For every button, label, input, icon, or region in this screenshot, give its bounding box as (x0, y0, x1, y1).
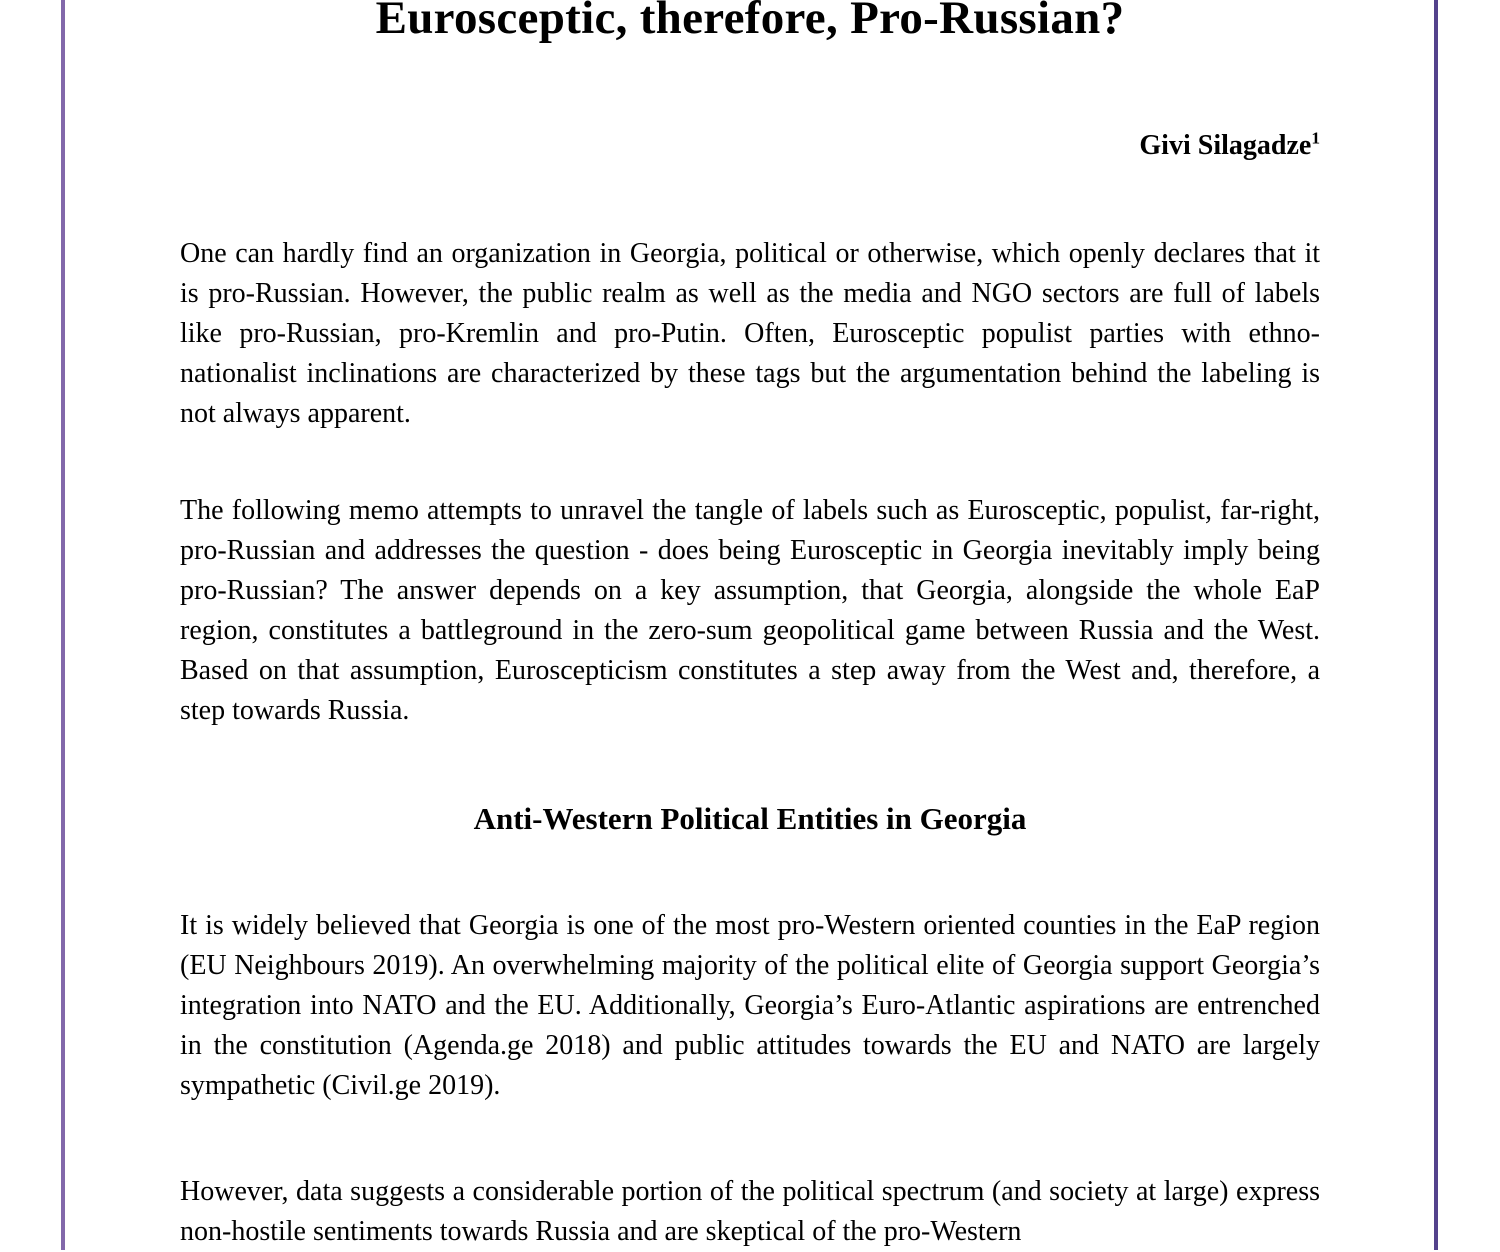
author-footnote-marker: 1 (1311, 128, 1320, 148)
page-border-right (1434, 0, 1438, 1250)
paragraph-however-data: However, data suggests a considerable portion of the political spectrum (and society at large) express non-hostile sentiments towards Russia and are skeptical of the pro-Western (180, 1176, 1320, 1247)
page-title: Eurosceptic, therefore, Pro-Russian? (375, 0, 1125, 44)
author-name: Givi Silagadze (1139, 130, 1312, 161)
paragraph-memo-purpose: The following memo attempts to unravel the tangle of labels such as Eurosceptic, populist, far-right, pro-Russian and addresses the question - does being Eurosceptic in Georgia inevitably imply being pro-Russian? The answer depends on a key assumption, that Georgia, alongside the whole EaP region, constitutes a battleground in the zero-sum geopolitical game between Russia and the West. Based on that assumption, Euroscepticism constitutes a step away from the West and, therefore, a step towards Russia. (180, 495, 1320, 726)
paragraph-intro: One can hardly find an organization in Georgia, political or otherwise, which openly declares that it is pro-Russian. However, the public realm as well as the media and NGO sectors are full of labels like pro-Russian, pro-Kremlin and pro-Putin. Often, Eurosceptic populist parties with ethno-nationalist inclinations are characterized by these tags but the argumentation behind the labeling is not always apparent. (180, 238, 1320, 429)
document-page (180, 0, 1320, 1250)
author-line (1139, 126, 1320, 166)
section-heading: Anti-Western Political Entities in Georgia (473, 801, 1027, 836)
paragraph-pro-western: It is widely believed that Georgia is one of the most pro-Western oriented counties in the EaP region (EU Neighbours 2019). An overwhelming majority of the political elite of Georgia support Georgia’s integration into NATO and the EU. Additionally, Georgia’s Euro-Atlantic aspirations are entrenched in the constitution (Agenda.ge 2018) and public attitudes towards the EU and NATO are largely sympathetic (Civil.ge 2019). (180, 910, 1320, 1101)
page-border-left (61, 0, 65, 1250)
